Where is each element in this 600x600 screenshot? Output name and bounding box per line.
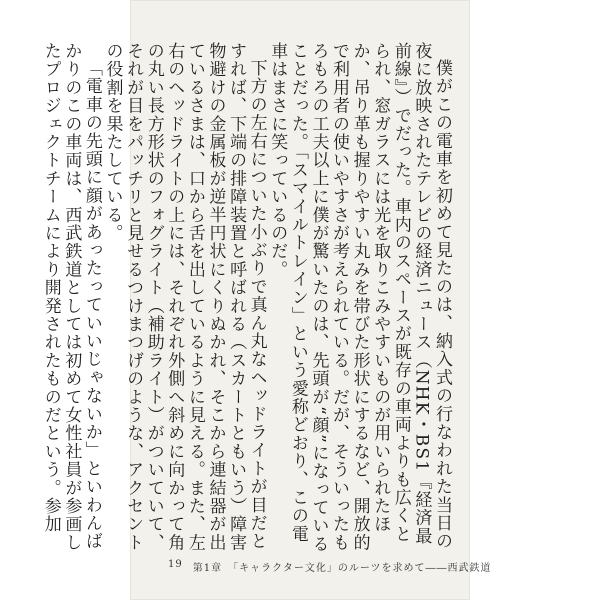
chapter-label: 第1章 <box>192 563 223 574</box>
page-footer <box>168 559 492 574</box>
paragraph: 「電車の先頭に顔があったっていいじゃないか」といわんばかりのこの車両は、西武鉄道としては初めて女性社員が参画したプロジェクトチームにより開発されたものだという。参加 <box>40 42 102 552</box>
chapter-title: 「キャラクター文化」のルーツを求めて――西武鉄道 <box>228 563 492 574</box>
body-text <box>40 42 452 557</box>
book-page <box>40 0 492 600</box>
paragraph: 下方の左右についた小ぶりで真ん丸なヘッドライトが目だとすれば、下端の排障装置と呼ばれる（スカートともいう）障害物避けの金属板が逆半円状にくりぬかれ、そこから連結器が出ているさまは、口から舌を出しているように見える。また、左右のヘッドライトの上には、それぞれ外側へ斜めに向かって角の丸い長方形状のフォグライト（補助ライト）がついていて、それが目をパッチリと見せるつけまつげのような、アクセントの役割を果たしている。 <box>102 42 267 552</box>
paragraph: 僕がこの電車を初めて見たのは、納入式の行なわれた当日の夜に放映されたテレビの経済ニュース（NHK・BS1『経済最前線』）でだった。車内のスペースが既存の車両よりも広くとられ、窓ガラスには光を取りこみやすいものが用いられたほか、吊り革も握りやすい丸みを帯びた形状にするなど、開放的で利用者の使いやすさが考えられている。だが、そういったもろもろの工夫以上に僕が驚いたのは、先頭が“顔”になっていることだった。「スマイルトレイン」という愛称どおり、この電車はまさに笑っているのだ。 <box>267 42 452 554</box>
page-number: 19 <box>168 559 183 570</box>
